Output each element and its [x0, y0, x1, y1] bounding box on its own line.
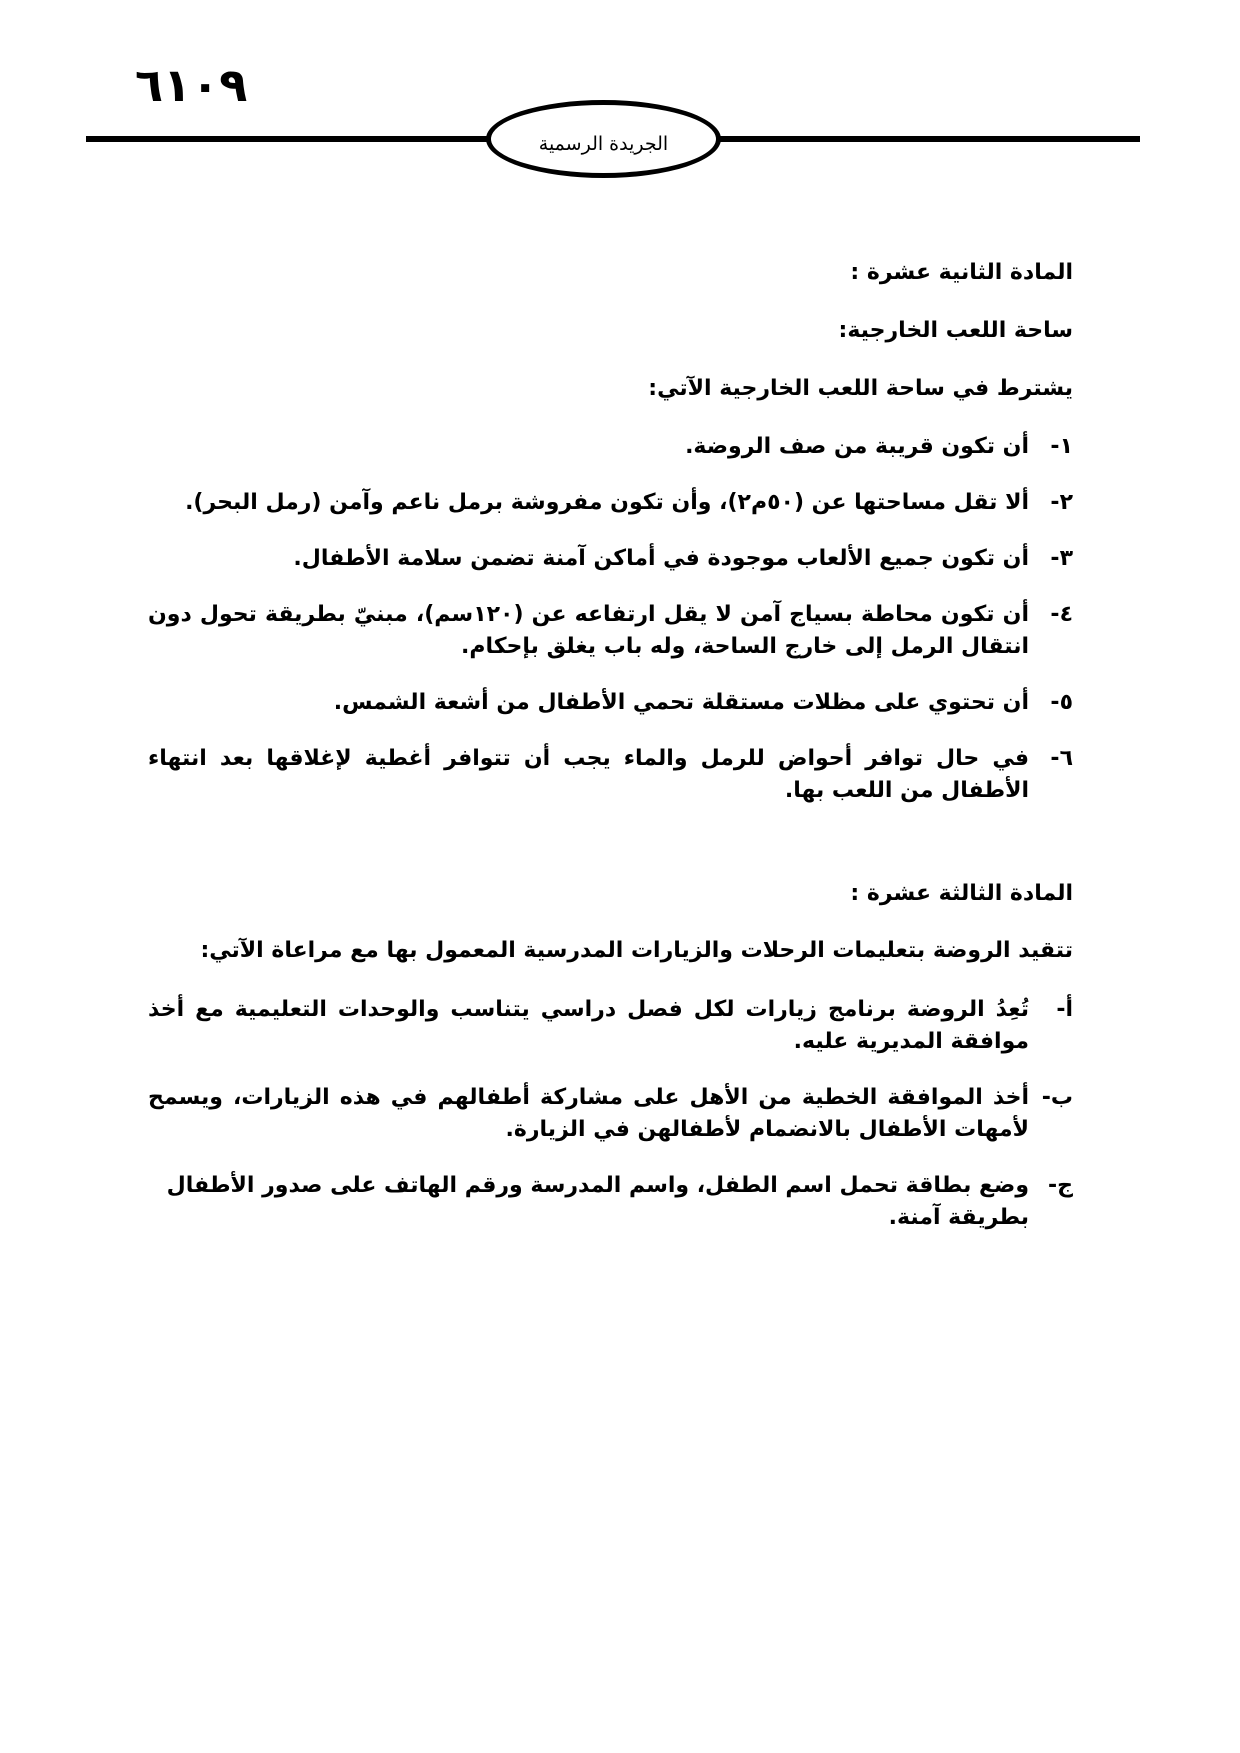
item-text: أخذ الموافقة الخطية من الأهل على مشاركة أطفالهم في هذه الزيارات، ويسمح لأمهات الأطفال بالانضمام لأطفالهن في الزيارة.	[148, 1084, 1029, 1142]
item-marker: ٤-	[1050, 602, 1073, 628]
item-marker: ٥-	[1050, 689, 1073, 715]
item-text: ألا تقل مساحتها عن (٥٠م٢)، وأن تكون مفروشة برمل ناعم وآمن (رمل البحر).	[185, 490, 1029, 516]
article-13-item-a	[148, 994, 1073, 1058]
article-13-item-b	[148, 1082, 1073, 1146]
article-13-heading: المادة الثالثة عشرة :	[850, 880, 1073, 906]
item-marker: ٣-	[1050, 546, 1073, 572]
item-marker: ١-	[1050, 434, 1073, 460]
item-marker: ب-	[1041, 1084, 1073, 1110]
article-12-item-3	[148, 543, 1073, 575]
item-marker: ج-	[1048, 1172, 1073, 1198]
article-12-subheading: ساحة اللعب الخارجية:	[838, 317, 1073, 343]
item-text: أن تكون قريبة من صف الروضة.	[685, 434, 1029, 460]
item-text: وضع بطاقة تحمل اسم الطفل، واسم المدرسة ورقم الهاتف على صدور الأطفال بطريقة آمنة.	[166, 1172, 1029, 1230]
item-text: تُعِدُ الروضة برنامج زيارات لكل فصل دراسي يتناسب والوحدات التعليمية مع أخذ موافقة المديرية عليه.	[148, 997, 1029, 1054]
article-12-item-2	[148, 487, 1073, 519]
document-body	[148, 258, 1073, 1257]
article-13-intro: تتقيد الروضة بتعليمات الرحلات والزيارات المدرسية المعمول بها مع مراعاة الآتي:	[200, 938, 1073, 964]
item-marker: ٦-	[1050, 745, 1073, 771]
article-12-item-6	[148, 743, 1073, 807]
item-marker: ٢-	[1050, 490, 1073, 516]
item-text: أن تحتوي على مظلات مستقلة تحمي الأطفال من أشعة الشمس.	[333, 689, 1029, 715]
article-12-item-5	[148, 687, 1073, 719]
section-spacer	[148, 831, 1073, 879]
item-text: أن تكون محاطة بسياج آمن لا يقل ارتفاعه عن (١٢٠سم)، مبنيّ بطريقة تحول دون انتقال الرمل إلى خارج الساحة، وله باب يغلق بإحكام.	[148, 602, 1029, 659]
publication-title: الجريدة الرسمية	[538, 133, 669, 155]
item-text: في حال توافر أحواض للرمل والماء يجب أن تتوافر أغطية لإغلاقها بعد انتهاء الأطفال من اللعب بها.	[148, 745, 1029, 803]
item-marker: أ-	[1056, 997, 1073, 1023]
article-13-item-c	[148, 1170, 1073, 1234]
article-12-item-4	[148, 599, 1073, 663]
item-text: أن تكون جميع الألعاب موجودة في أماكن آمنة تضمن سلامة الأطفال.	[293, 546, 1029, 572]
article-12-item-1	[148, 431, 1073, 463]
publication-title-badge	[486, 100, 721, 178]
article-12-intro: يشترط في ساحة اللعب الخارجية الآتي:	[648, 375, 1073, 401]
article-12-heading: المادة الثانية عشرة :	[850, 260, 1073, 285]
page-number: ٦١٠٩	[135, 58, 248, 112]
